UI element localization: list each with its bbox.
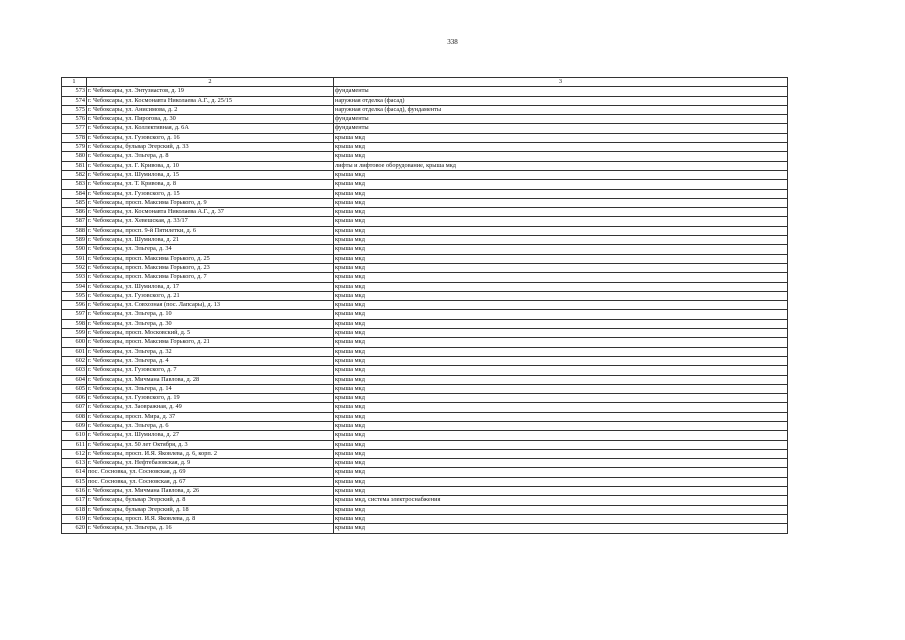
- work-type-cell: лифты и лифтовое оборудование, крыша мкд: [334, 161, 788, 170]
- address-cell: г. Чебоксары, ул. Эльгера, д. 14: [87, 384, 334, 393]
- work-type-cell: крыша мкд: [334, 440, 788, 449]
- work-type-cell: крыша мкд: [334, 356, 788, 365]
- row-number-cell: 605: [62, 384, 87, 393]
- work-type-cell: крыша мкд: [334, 236, 788, 245]
- work-type-cell: крыша мкд: [334, 459, 788, 468]
- table-row: [62, 459, 788, 468]
- address-cell: г. Чебоксары, просп. Максима Горького, д. 9: [87, 198, 334, 207]
- address-cell: г. Чебоксары, ул. Гузовского, д. 21: [87, 291, 334, 300]
- table-row: [62, 180, 788, 189]
- address-cell: г. Чебоксары, ул. Шумилова, д. 27: [87, 431, 334, 440]
- work-type-cell: крыша мкд: [334, 412, 788, 421]
- row-number-cell: 586: [62, 208, 87, 217]
- table-body: [62, 87, 788, 533]
- address-cell: г. Чебоксары, ул. Эльгера, д. 4: [87, 356, 334, 365]
- row-number-cell: 600: [62, 338, 87, 347]
- work-type-cell: крыша мкд: [334, 449, 788, 458]
- row-number-cell: 604: [62, 375, 87, 384]
- address-cell: г. Чебоксары, просп. И.Я. Яковлева, д. 8: [87, 514, 334, 523]
- table-row: [62, 329, 788, 338]
- work-type-cell: крыша мкд: [334, 338, 788, 347]
- address-cell: г. Чебоксары, ул. Гузовского, д. 7: [87, 366, 334, 375]
- row-number-cell: 575: [62, 105, 87, 114]
- row-number-cell: 589: [62, 236, 87, 245]
- address-cell: г. Чебоксары, ул. Анисимова, д. 2: [87, 105, 334, 114]
- column-header-work: 3: [334, 78, 788, 87]
- address-cell: г. Чебоксары, просп. Максима Горького, д. 7: [87, 273, 334, 282]
- table-row: [62, 245, 788, 254]
- table-row: [62, 124, 788, 133]
- work-type-cell: крыша мкд: [334, 366, 788, 375]
- address-cell: г. Чебоксары, бульвар Эгерский, д. 33: [87, 143, 334, 152]
- table-row: [62, 236, 788, 245]
- table-row: [62, 301, 788, 310]
- address-cell: г. Чебоксары, бульвар Эгерский, д. 18: [87, 505, 334, 514]
- row-number-cell: 583: [62, 180, 87, 189]
- address-cell: г. Чебоксары, ул. Эльгера, д. 16: [87, 524, 334, 533]
- table-row: [62, 496, 788, 505]
- table-row: [62, 505, 788, 514]
- row-number-cell: 593: [62, 273, 87, 282]
- table-row: [62, 347, 788, 356]
- work-type-cell: крыша мкд: [334, 263, 788, 272]
- address-cell: г. Чебоксары, просп. 9-й Пятилетки, д. 6: [87, 226, 334, 235]
- row-number-cell: 618: [62, 505, 87, 514]
- work-type-cell: крыша мкд: [334, 477, 788, 486]
- row-number-cell: 579: [62, 143, 87, 152]
- row-number-cell: 581: [62, 161, 87, 170]
- address-cell: г. Чебоксары, бульвар Эгерский, д. 8: [87, 496, 334, 505]
- table-row: [62, 403, 788, 412]
- work-type-cell: крыша мкд: [334, 403, 788, 412]
- row-number-cell: 619: [62, 514, 87, 523]
- work-type-cell: крыша мкд: [334, 524, 788, 533]
- work-type-cell: крыша мкд: [334, 217, 788, 226]
- table-row: [62, 356, 788, 365]
- row-number-cell: 596: [62, 301, 87, 310]
- table-row: [62, 217, 788, 226]
- table-row: [62, 189, 788, 198]
- row-number-cell: 577: [62, 124, 87, 133]
- table-row: [62, 161, 788, 170]
- address-cell: г. Чебоксары, ул. Эльгера, д. 30: [87, 319, 334, 328]
- work-type-cell: крыша мкд: [334, 384, 788, 393]
- work-type-cell: крыша мкд: [334, 226, 788, 235]
- address-cell: г. Чебоксары, ул. Шумилова, д. 15: [87, 170, 334, 179]
- work-type-cell: наружная отделка (фасад), фундаменты: [334, 105, 788, 114]
- table-row: [62, 170, 788, 179]
- row-number-cell: 598: [62, 319, 87, 328]
- address-cell: г. Чебоксары, ул. Совхозная (пос. Лапсары), д. 13: [87, 301, 334, 310]
- row-number-cell: 608: [62, 412, 87, 421]
- address-cell: г. Чебоксары, ул. Г. Кривова, д. 10: [87, 161, 334, 170]
- row-number-cell: 617: [62, 496, 87, 505]
- address-cell: г. Чебоксары, ул. Гузовского, д. 19: [87, 394, 334, 403]
- row-number-cell: 609: [62, 421, 87, 430]
- work-type-cell: наружная отделка (фасад): [334, 96, 788, 105]
- work-type-cell: фундаменты: [334, 115, 788, 124]
- work-type-cell: крыша мкд: [334, 208, 788, 217]
- address-cell: г. Чебоксары, ул. Шумилова, д. 17: [87, 282, 334, 291]
- table-row: [62, 105, 788, 114]
- table-row: [62, 254, 788, 263]
- address-cell: г. Чебоксары, ул. Т. Кривова, д. 8: [87, 180, 334, 189]
- work-type-cell: крыша мкд: [334, 319, 788, 328]
- row-number-cell: 574: [62, 96, 87, 105]
- table-row: [62, 412, 788, 421]
- address-cell: г. Чебоксары, ул. Мичмана Павлова, д. 28: [87, 375, 334, 384]
- address-cell: г. Чебоксары, ул. Космонавта Николаева А.Г., д. 37: [87, 208, 334, 217]
- table-row: [62, 226, 788, 235]
- row-number-cell: 599: [62, 329, 87, 338]
- table-row: [62, 338, 788, 347]
- table-row: [62, 310, 788, 319]
- table-row: [62, 524, 788, 533]
- work-type-cell: крыша мкд: [334, 198, 788, 207]
- work-type-cell: крыша мкд: [334, 170, 788, 179]
- table-row: [62, 263, 788, 272]
- row-number-cell: 602: [62, 356, 87, 365]
- address-cell: г. Чебоксары, ул. Эльгера, д. 32: [87, 347, 334, 356]
- table-row: [62, 133, 788, 142]
- table-row: [62, 421, 788, 430]
- address-cell: г. Чебоксары, ул. Мичмана Павлова, д. 26: [87, 487, 334, 496]
- row-number-cell: 603: [62, 366, 87, 375]
- row-number-cell: 592: [62, 263, 87, 272]
- row-number-cell: 591: [62, 254, 87, 263]
- row-number-cell: 601: [62, 347, 87, 356]
- work-type-cell: крыша мкд, система электроснабжения: [334, 496, 788, 505]
- work-type-cell: крыша мкд: [334, 310, 788, 319]
- row-number-cell: 613: [62, 459, 87, 468]
- work-type-cell: крыша мкд: [334, 301, 788, 310]
- table-row: [62, 366, 788, 375]
- work-type-cell: крыша мкд: [334, 180, 788, 189]
- address-cell: г. Чебоксары, ул. Хевешская, д. 33/17: [87, 217, 334, 226]
- table-row: [62, 394, 788, 403]
- table-row: [62, 282, 788, 291]
- row-number-cell: 612: [62, 449, 87, 458]
- address-cell: г. Чебоксары, ул. Гузовского, д. 16: [87, 133, 334, 142]
- address-cell: г. Чебоксары, ул. Гузовского, д. 15: [87, 189, 334, 198]
- row-number-cell: 584: [62, 189, 87, 198]
- row-number-cell: 588: [62, 226, 87, 235]
- row-number-cell: 606: [62, 394, 87, 403]
- row-number-cell: 616: [62, 487, 87, 496]
- work-type-cell: крыша мкд: [334, 133, 788, 142]
- table-row: [62, 208, 788, 217]
- address-cell: г. Чебоксары, ул. Эльгера, д. 10: [87, 310, 334, 319]
- row-number-cell: 590: [62, 245, 87, 254]
- row-number-cell: 614: [62, 468, 87, 477]
- page-number: 338: [447, 38, 458, 46]
- row-number-cell: 578: [62, 133, 87, 142]
- work-type-cell: крыша мкд: [334, 431, 788, 440]
- table-row: [62, 115, 788, 124]
- work-type-cell: крыша мкд: [334, 254, 788, 263]
- table-row: [62, 449, 788, 458]
- address-cell: г. Чебоксары, ул. Космонавта Николаева А.Г., д. 25/15: [87, 96, 334, 105]
- address-cell: г. Чебоксары, ул. Эльгера, д. 6: [87, 421, 334, 430]
- address-cell: г. Чебоксары, ул. Коллективная, д. 6А: [87, 124, 334, 133]
- work-type-cell: крыша мкд: [334, 514, 788, 523]
- table-row: [62, 431, 788, 440]
- address-cell: г. Чебоксары, просп. Максима Горького, д. 25: [87, 254, 334, 263]
- row-number-cell: 597: [62, 310, 87, 319]
- address-cell: г. Чебоксары, просп. И.Я. Яковлева, д. 6, корп. 2: [87, 449, 334, 458]
- work-type-cell: крыша мкд: [334, 421, 788, 430]
- row-number-cell: 576: [62, 115, 87, 124]
- work-type-cell: крыша мкд: [334, 468, 788, 477]
- address-cell: г. Чебоксары, ул. Эльгера, д. 8: [87, 152, 334, 161]
- address-cell: г. Чебоксары, ул. Энтузиастов, д. 19: [87, 87, 334, 96]
- address-cell: г. Чебоксары, ул. 50 лет Октября, д. 3: [87, 440, 334, 449]
- row-number-cell: 610: [62, 431, 87, 440]
- address-cell: пос. Сосновка, ул. Сосновская, д. 69: [87, 468, 334, 477]
- work-type-cell: крыша мкд: [334, 375, 788, 384]
- row-number-cell: 580: [62, 152, 87, 161]
- address-cell: г. Чебоксары, просп. Максима Горького, д. 23: [87, 263, 334, 272]
- work-type-cell: фундаменты: [334, 124, 788, 133]
- work-type-cell: крыша мкд: [334, 291, 788, 300]
- row-number-cell: 607: [62, 403, 87, 412]
- address-cell: пос. Сосновка, ул. Сосновская, д. 67: [87, 477, 334, 486]
- address-cell: г. Чебоксары, просп. Мира, д. 37: [87, 412, 334, 421]
- row-number-cell: 611: [62, 440, 87, 449]
- table-row: [62, 440, 788, 449]
- row-number-cell: 573: [62, 87, 87, 96]
- row-number-cell: 595: [62, 291, 87, 300]
- table-row: [62, 319, 788, 328]
- work-type-cell: крыша мкд: [334, 347, 788, 356]
- work-type-cell: крыша мкд: [334, 273, 788, 282]
- work-type-cell: крыша мкд: [334, 143, 788, 152]
- address-cell: г. Чебоксары, просп. Максима Горького, д. 21: [87, 338, 334, 347]
- table-row: [62, 477, 788, 486]
- table-row: [62, 487, 788, 496]
- table-row: [62, 96, 788, 105]
- address-cell: г. Чебоксары, ул. Пирогова, д. 30: [87, 115, 334, 124]
- address-cell: г. Чебоксары, просп. Московский, д. 5: [87, 329, 334, 338]
- work-type-cell: крыша мкд: [334, 245, 788, 254]
- address-cell: г. Чебоксары, ул. Шумилова, д. 21: [87, 236, 334, 245]
- table-row: [62, 291, 788, 300]
- table-row: [62, 87, 788, 96]
- table-row: [62, 375, 788, 384]
- address-cell: г. Чебоксары, ул. Эльгера, д. 34: [87, 245, 334, 254]
- work-type-cell: крыша мкд: [334, 505, 788, 514]
- column-header-address: 2: [87, 78, 334, 87]
- row-number-cell: 615: [62, 477, 87, 486]
- table-row: [62, 143, 788, 152]
- row-number-cell: 594: [62, 282, 87, 291]
- row-number-cell: 620: [62, 524, 87, 533]
- work-type-cell: крыша мкд: [334, 152, 788, 161]
- row-number-cell: 585: [62, 198, 87, 207]
- table-row: [62, 468, 788, 477]
- work-type-cell: крыша мкд: [334, 282, 788, 291]
- row-number-cell: 582: [62, 170, 87, 179]
- table-header-row: [62, 78, 788, 87]
- work-type-cell: крыша мкд: [334, 487, 788, 496]
- address-cell: г. Чебоксары, ул. Заовражная, д. 49: [87, 403, 334, 412]
- work-type-cell: фундаменты: [334, 87, 788, 96]
- table-row: [62, 384, 788, 393]
- work-type-cell: крыша мкд: [334, 329, 788, 338]
- work-type-cell: крыша мкд: [334, 189, 788, 198]
- table-row: [62, 152, 788, 161]
- work-type-cell: крыша мкд: [334, 394, 788, 403]
- table-row: [62, 514, 788, 523]
- row-number-cell: 587: [62, 217, 87, 226]
- table-row: [62, 273, 788, 282]
- address-cell: г. Чебоксары, ул. Нефтебазовская, д. 9: [87, 459, 334, 468]
- column-header-number: 1: [62, 78, 87, 87]
- table-row: [62, 198, 788, 207]
- register-table: [61, 77, 788, 534]
